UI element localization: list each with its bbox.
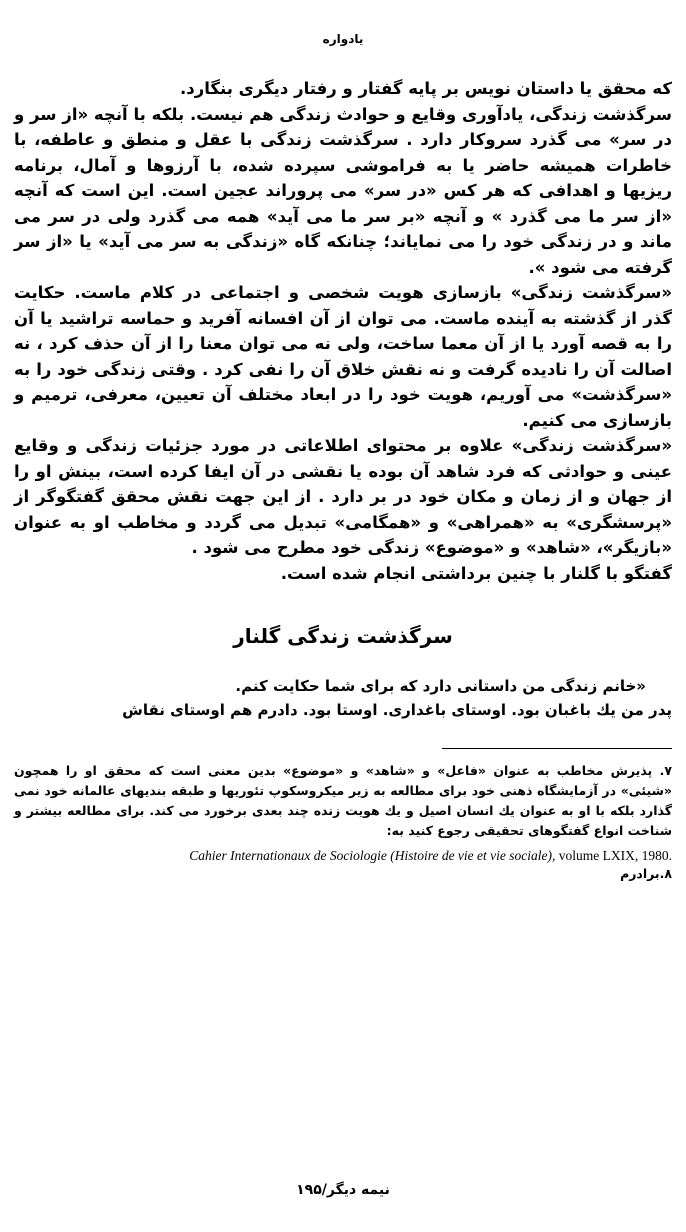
dialogue-line: پدر من یك باغبان بود. اوستای باغداری. اوستا بود. دادرم هم اوستای نقاش [122, 701, 672, 719]
page-footer: نیمه دیگر/۱۹۵ [296, 1182, 390, 1198]
paragraph: که محقق یا داستان نویس بر پایه گفتار و رفتار دیگری بنگارد. [179, 79, 672, 98]
paragraph: گفتگو با گلنار با چنین برداشتی انجام شده است. [280, 563, 672, 583]
footnotes-block [14, 761, 672, 884]
running-header: یادواره [322, 32, 364, 46]
dialogue-line: «خانم زندگی من داستانی دارد که برای شما حکایت کنم. [235, 677, 646, 695]
citation-volume: volume LXIX, 1980. [558, 848, 672, 863]
main-text-block [14, 76, 672, 586]
footnote-item: ۸.برادرم [620, 866, 672, 881]
footnote-citation [14, 847, 672, 864]
paragraph: سرگذشت زندگی، یادآوری وقایع و حوادث زندگی هم نیست. بلکه با آنچه «از سر و در سر» می گذرد سروکار دارد . سرگذشت زندگی با عقل و منطق و عاطفه، با خاطرات همیشه حاضر یا به فراموشی سپرده شده، با آرزوها و آمال، برنامه ریزیها و اهدافی که هر کس «در سر» می پروراند عجین است. این است که آنچه «از سر ما می گذرد » و آنچه «بر سر ما می آید» همه می گذرد ولی در سر می ماند و در زندگی خود را می نمایاند؛ چنانکه گاه «زندگی به سر می آید» یا «از سر گرفته می شود ». [14, 104, 672, 277]
dialogue-block [14, 674, 672, 722]
footnote-item: ۷. پذیرش مخاطب به عنوان «فاعل» و «شاهد» و «موضوع» بدین معنی است که محقق او را همچون «شیئی» در آزمایشگاه ذهنی خود برای مطالعه به زیر میکروسکوپ تئوریها و طبقه بندیهای عالمانه خود نمی گذارد بلکه با او به عنوان یك انسان اصیل و یك هویت زنده چند بعدی برخورد می کند. برای مطالعه بیشتر و شناخت انواع گفتگوهای تحقیقی رجوع کنید به: [14, 763, 672, 838]
citation-title: Cahier Internationaux de Sociologie (Histoire de vie et vie sociale), [189, 848, 556, 863]
document-page [0, 32, 686, 1232]
paragraph: «سرگذشت زندگی» بازسازی هویت شخصی و اجتماعی در کلام ماست. حکایت گذر از گذشته به آینده ماست. می توان از آن افسانه آفرید و حماسه تراشید یا آن را به قصه آورد یا از آن معما ساخت، ولی نه می توان معنا را از آن حذف کرد ، نه اصالت آن را نادیده گرفت و نه نقش خلاق آن را نفی کرد . وقتی زندگی خود را به «سرگذشت» می آوریم، هویت خود را در ابعاد مختلف آن تعیین، معرفی، ترمیم و بازسازی می کنیم. [14, 283, 672, 430]
footnote-divider [442, 748, 672, 749]
paragraph: «سرگذشت زندگی» علاوه بر محتوای اطلاعاتی در مورد جزئیات زندگی و وقایع عینی و حوادثی که فرد شاهد آن بوده یا نقشی در آن ایفا کرده است، بینش او را از جهان و از زمان و مکان خود در بر دارد . از این جهت نقش محقق گفتگوگر از «پرسشگری» به «همراهی» و «همگامی» تبدیل می گردد و مخاطب او به عنوان «بازیگر»، «شاهد» و «موضوع» زندگی خود مطرح می شود . [14, 436, 672, 557]
section-heading: سرگذشت زندگی گلنار [233, 624, 453, 648]
